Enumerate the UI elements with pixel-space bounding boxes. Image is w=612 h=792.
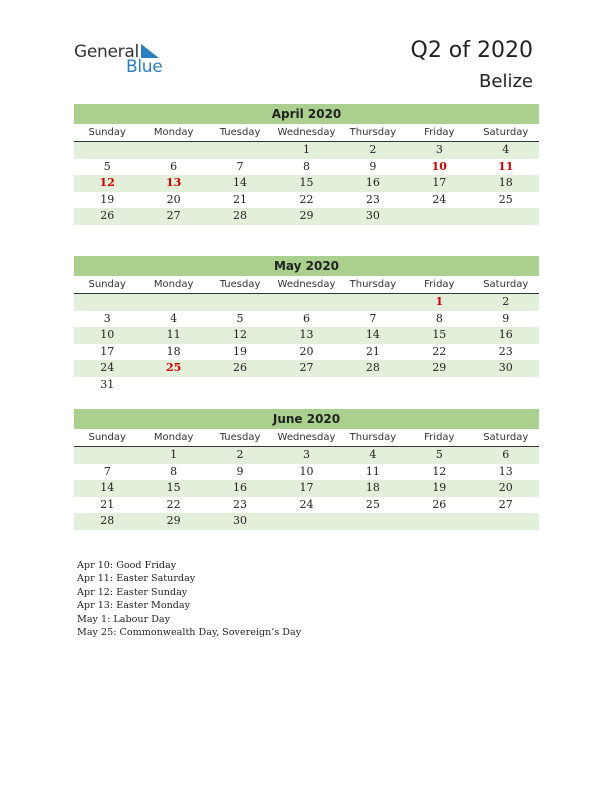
empty-day-cell	[207, 142, 273, 159]
weekday-label: Wednesday	[277, 432, 336, 443]
day-cell: 23	[365, 192, 380, 206]
week-row	[74, 360, 539, 377]
day-cell: 21	[365, 344, 380, 358]
day-cell: 13	[498, 464, 513, 478]
day-cell: 12	[99, 176, 115, 190]
day-cell: 14	[233, 176, 248, 190]
day-cell: 21	[233, 192, 248, 206]
day-cell: 15	[299, 176, 314, 190]
day-cell: 10	[431, 159, 447, 173]
page-title: Q2 of 2020	[410, 38, 533, 63]
day-cell: 10	[299, 464, 314, 478]
day-cell: 25	[165, 361, 182, 375]
day-cell: 1	[170, 448, 178, 461]
day-cell: 18	[365, 481, 380, 495]
day-cell: 19	[432, 481, 447, 495]
weekday-label: Saturday	[483, 279, 529, 290]
weekday-header	[74, 124, 539, 142]
day-cell: 22	[166, 497, 181, 511]
day-cell: 20	[498, 481, 513, 495]
logo-word-blue: Blue	[126, 57, 163, 77]
weekday-label: Sunday	[88, 432, 126, 443]
weekday-label: Thursday	[349, 432, 397, 443]
country-name: Belize	[479, 71, 533, 92]
day-cell: 24	[299, 497, 314, 511]
weekday-label: Thursday	[349, 279, 397, 290]
empty-day-cell	[207, 377, 273, 394]
day-cell: 1	[435, 295, 444, 308]
day-cell: 29	[166, 514, 181, 528]
day-cell: 16	[498, 328, 513, 342]
day-cell: 26	[233, 361, 248, 375]
weekday-label: Wednesday	[277, 279, 336, 290]
week-row	[74, 192, 539, 209]
holiday-note: May 25: Commonwealth Day, Sovereign’s Day	[77, 627, 302, 639]
day-cell: 11	[498, 159, 514, 173]
day-cell: 3	[103, 311, 111, 325]
holiday-note: Apr 13: Easter Monday	[77, 600, 191, 612]
day-cell: 11	[166, 328, 181, 342]
week-row	[74, 464, 539, 481]
day-cell: 6	[170, 159, 178, 173]
day-cell: 3	[302, 448, 310, 461]
day-cell: 13	[165, 176, 182, 190]
day-cell: 2	[502, 295, 510, 308]
day-cell: 5	[435, 448, 443, 461]
empty-day-cell	[473, 208, 539, 225]
empty-day-cell	[273, 513, 339, 530]
day-cell: 24	[100, 361, 115, 375]
day-cell: 23	[233, 497, 248, 511]
day-cell: 9	[369, 159, 377, 173]
month-may	[74, 256, 539, 394]
day-cell: 30	[365, 209, 380, 223]
holiday-note: May 1: Labour Day	[77, 613, 171, 625]
day-cell: 7	[103, 464, 111, 478]
day-cell: 5	[236, 311, 244, 325]
month-april	[74, 104, 539, 225]
day-cell: 31	[100, 377, 115, 391]
week-row	[74, 327, 539, 344]
week-row	[74, 377, 539, 394]
day-cell: 25	[365, 497, 380, 511]
week-row	[74, 294, 539, 311]
week-row	[74, 447, 539, 464]
weekday-label: Tuesday	[219, 432, 261, 443]
day-cell: 9	[502, 311, 510, 325]
day-cell: 4	[502, 143, 510, 156]
day-cell: 27	[498, 497, 513, 511]
week-row	[74, 208, 539, 225]
day-cell: 7	[236, 159, 244, 173]
day-cell: 26	[100, 209, 115, 223]
day-cell: 8	[302, 159, 310, 173]
empty-day-cell	[273, 294, 339, 311]
day-cell: 8	[435, 311, 443, 325]
week-row	[74, 142, 539, 159]
weekday-header	[74, 429, 539, 447]
empty-day-cell	[340, 377, 406, 394]
day-cell: 22	[432, 344, 447, 358]
day-cell: 29	[432, 361, 447, 375]
holiday-note: Apr 10: Good Friday	[77, 560, 177, 571]
weekday-label: Sunday	[88, 279, 126, 290]
day-cell: 30	[233, 514, 248, 528]
holiday-note: Apr 11: Easter Saturday	[77, 573, 196, 585]
empty-day-cell	[74, 142, 140, 159]
day-cell: 3	[435, 143, 443, 156]
day-cell: 6	[302, 311, 310, 325]
day-cell: 24	[432, 192, 447, 206]
weekday-label: Monday	[153, 127, 194, 138]
weekday-label: Thursday	[349, 127, 397, 138]
weekday-label: Friday	[424, 127, 455, 138]
weekday-label: Friday	[424, 432, 455, 443]
day-cell: 15	[166, 481, 181, 495]
day-cell: 17	[432, 176, 447, 190]
weekday-label: Monday	[153, 279, 194, 290]
empty-day-cell	[74, 294, 140, 311]
day-cell: 5	[103, 159, 111, 173]
day-cell: 4	[369, 448, 377, 461]
day-cell: 27	[166, 209, 181, 223]
weekday-label: Saturday	[483, 127, 529, 138]
empty-day-cell	[273, 377, 339, 394]
day-cell: 20	[166, 192, 181, 206]
holiday-note: Apr 12: Easter Sunday	[77, 586, 188, 598]
month-title: May 2020	[74, 256, 539, 276]
day-cell: 18	[498, 176, 513, 190]
weekday-label: Tuesday	[219, 127, 261, 138]
day-cell: 28	[365, 361, 380, 375]
weekday-label: Monday	[153, 432, 194, 443]
day-cell: 8	[170, 464, 178, 478]
weekday-header	[74, 276, 539, 294]
day-cell: 17	[100, 344, 115, 358]
holiday-notes	[77, 559, 301, 639]
week-row	[74, 513, 539, 530]
day-cell: 23	[498, 344, 513, 358]
week-row	[74, 311, 539, 328]
day-cell: 27	[299, 361, 314, 375]
day-cell: 18	[166, 344, 181, 358]
month-title: June 2020	[74, 409, 539, 429]
day-cell: 16	[365, 176, 380, 190]
day-cell: 15	[432, 328, 447, 342]
day-cell: 29	[299, 209, 314, 223]
day-cell: 10	[100, 328, 115, 342]
day-cell: 7	[369, 311, 377, 325]
day-cell: 12	[432, 464, 447, 478]
empty-day-cell	[140, 377, 206, 394]
week-row	[74, 175, 539, 192]
week-row	[74, 344, 539, 361]
day-cell: 28	[233, 209, 248, 223]
weekday-label: Tuesday	[219, 279, 261, 290]
day-cell: 17	[299, 481, 314, 495]
empty-day-cell	[207, 294, 273, 311]
day-cell: 9	[236, 464, 244, 478]
empty-day-cell	[473, 377, 539, 394]
day-cell: 2	[236, 448, 244, 461]
day-cell: 19	[100, 192, 115, 206]
day-cell: 21	[100, 497, 115, 511]
day-cell: 20	[299, 344, 314, 358]
day-cell: 13	[299, 328, 314, 342]
month-june	[74, 409, 539, 530]
day-cell: 1	[302, 143, 310, 156]
empty-day-cell	[406, 377, 472, 394]
day-cell: 6	[502, 448, 510, 461]
empty-day-cell	[140, 294, 206, 311]
day-cell: 14	[365, 328, 380, 342]
empty-day-cell	[473, 513, 539, 530]
empty-day-cell	[406, 208, 472, 225]
day-cell: 16	[233, 481, 248, 495]
month-title: April 2020	[74, 104, 539, 124]
day-cell: 12	[233, 328, 248, 342]
day-cell: 28	[100, 514, 115, 528]
day-cell: 11	[365, 464, 380, 478]
day-cell: 14	[100, 481, 115, 495]
empty-day-cell	[406, 513, 472, 530]
day-cell: 25	[498, 192, 513, 206]
weekday-label: Wednesday	[277, 127, 336, 138]
week-row	[74, 159, 539, 176]
day-cell: 26	[432, 497, 447, 511]
day-cell: 4	[170, 311, 178, 325]
day-cell: 2	[369, 143, 377, 156]
week-row	[74, 480, 539, 497]
weekday-label: Sunday	[88, 127, 126, 138]
empty-day-cell	[340, 513, 406, 530]
weekday-label: Friday	[424, 279, 455, 290]
day-cell: 22	[299, 192, 314, 206]
day-cell: 30	[498, 361, 513, 375]
logo-word-general: General	[74, 42, 139, 62]
empty-day-cell	[340, 294, 406, 311]
weekday-label: Saturday	[483, 432, 529, 443]
empty-day-cell	[74, 447, 140, 464]
empty-day-cell	[140, 142, 206, 159]
week-row	[74, 497, 539, 514]
day-cell: 19	[233, 344, 248, 358]
